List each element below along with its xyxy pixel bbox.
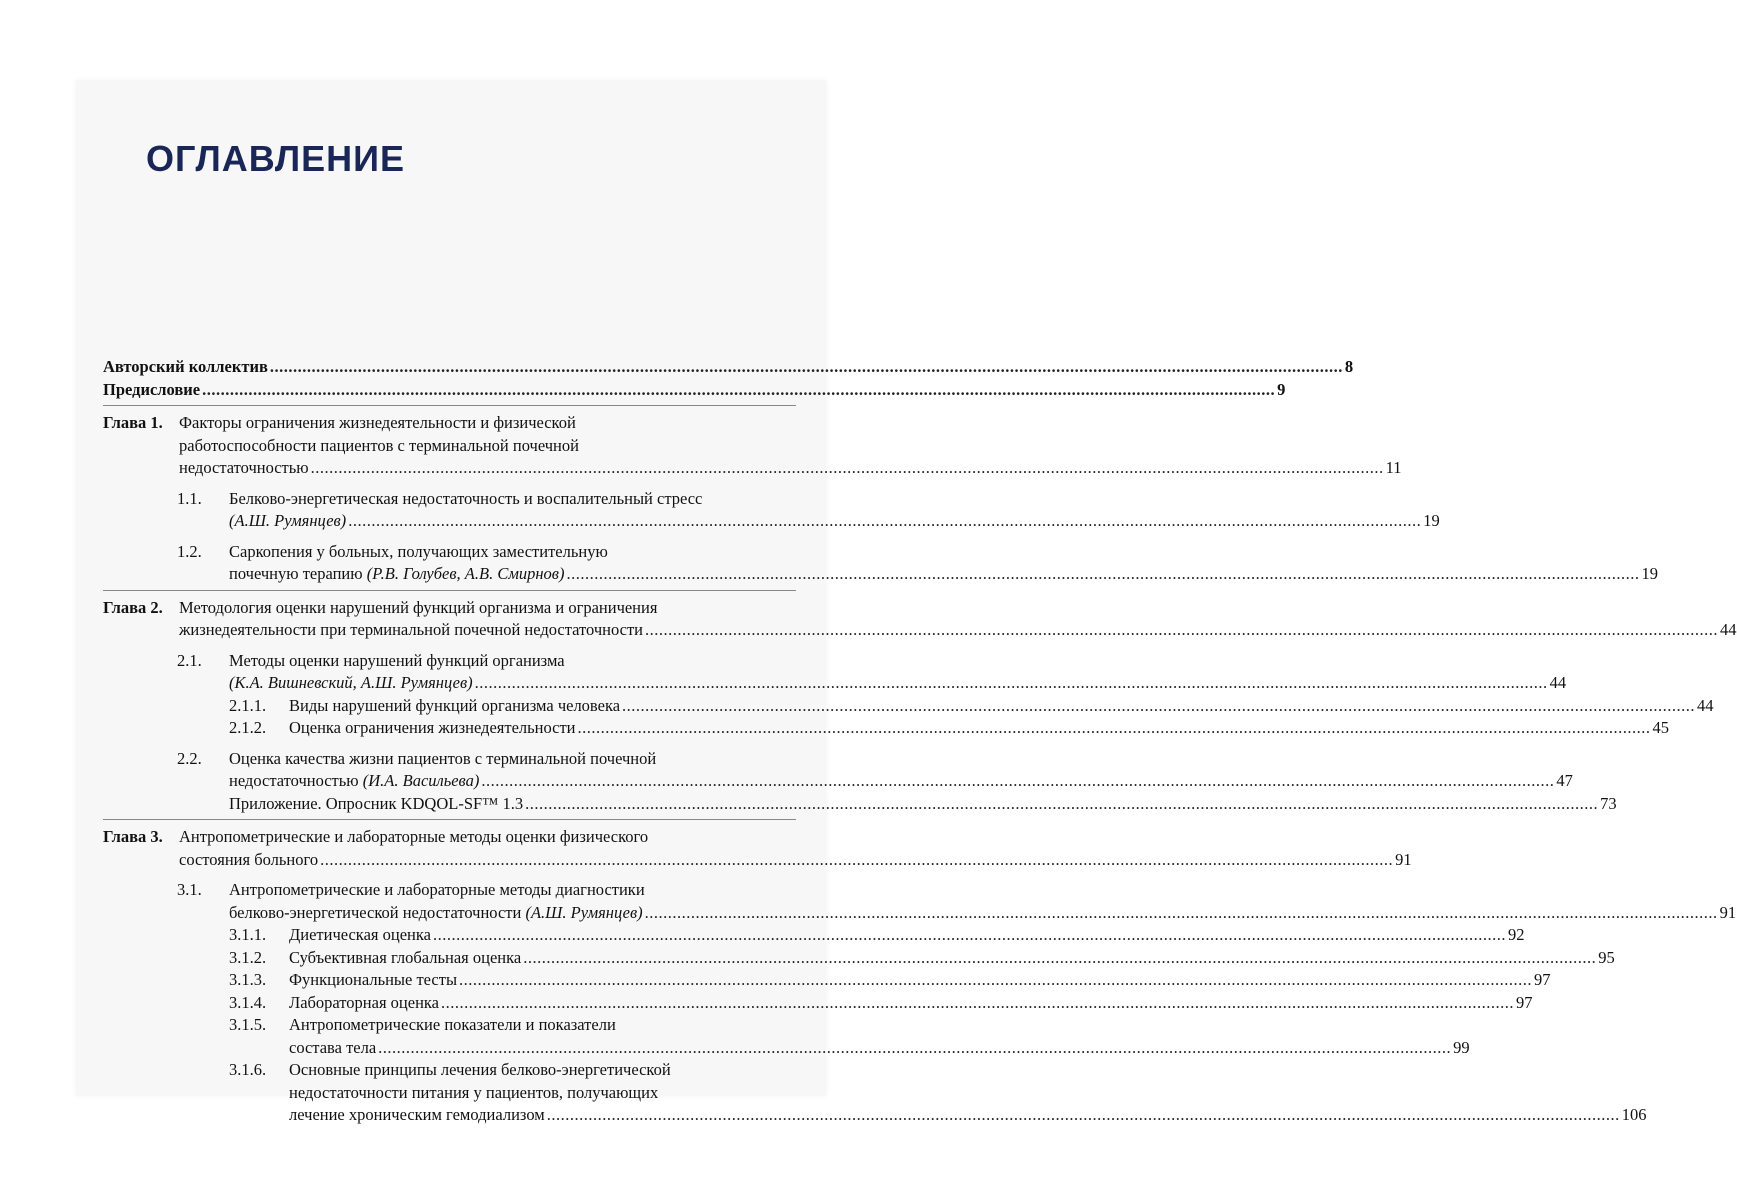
toc-appendix[interactable]: Приложение. Опросник KDQOL-SF™ 1.3 ..... 73 — [103, 793, 796, 816]
divider — [103, 819, 796, 820]
toc-section-3-1-4[interactable]: 3.1.4. Лабораторная оценка ..... 97 — [103, 992, 796, 1015]
toc-chapter-2[interactable]: Глава 2. Методология оценки нарушений функций организма и ограничения жизнедеятельности при терминальной почечной недостаточности ..... 44 — [103, 597, 796, 642]
divider — [103, 405, 796, 406]
toc-section-2-1-1[interactable]: 2.1.1. Виды нарушений функций организма человека ..... 44 — [103, 695, 796, 718]
toc-section-1-2[interactable]: 1.2. Саркопения у больных, получающих заместительную почечную терапию (Р.В. Голубев, А.В. Смирнов) ..... 19 — [103, 541, 796, 586]
toc-section-3-1-2[interactable]: 3.1.2. Субъективная глобальная оценка ..... 95 — [103, 947, 796, 970]
toc-section-1-1[interactable]: 1.1. Белково-энергетическая недостаточность и воспалительный стресс (А.Ш. Румянцев) ..... 19 — [103, 488, 796, 533]
toc-section-2-1-2[interactable]: 2.1.2. Оценка ограничения жизнедеятельности ..... 45 — [103, 717, 796, 740]
toc-section-2-2[interactable]: 2.2. Оценка качества жизни пациентов с терминальной почечной недостаточностью (И.А. Васильева) ..... 47 — [103, 748, 796, 793]
divider — [103, 590, 796, 591]
toc-chapter-1[interactable]: Глава 1. Факторы ограничения жизнедеятельности и физической работоспособности пациентов с терминальной почечной недостаточностью ..... 11 — [103, 412, 796, 480]
toc-section-3-1-5[interactable]: 3.1.5. Антропометрические показатели и показатели состава тела ..... 99 — [103, 1014, 796, 1059]
page-title: ОГЛАВЛЕНИЕ — [146, 138, 406, 179]
toc-chapter-3[interactable]: Глава 3. Антропометрические и лабораторные методы оценки физического состояния больного ..... 91 — [103, 826, 796, 871]
table-of-contents — [103, 356, 1737, 1127]
toc-entry-authors[interactable]: Авторский коллектив ..... 8 — [103, 356, 796, 379]
toc-section-2-1[interactable]: 2.1. Методы оценки нарушений функций организма (К.А. Вишневский, А.Ш. Румянцев) ..... 44 — [103, 650, 796, 695]
toc-section-3-1-6[interactable]: 3.1.6. Основные принципы лечения белково-энергетической недостаточности питания у пациентов, получающих лечение хроническим гемодиализом ..... 106 — [103, 1059, 796, 1127]
toc-entry-preface[interactable]: Предисловие ..... 9 — [103, 379, 796, 402]
toc-section-3-1-1[interactable]: 3.1.1. Диетическая оценка ..... 92 — [103, 924, 796, 947]
toc-section-3-1[interactable]: 3.1. Антропометрические и лабораторные методы диагностики белково-энергетической недостаточности (А.Ш. Румянцев) ..... 91 — [103, 879, 796, 924]
toc-section-3-1-3[interactable]: 3.1.3. Функциональные тесты ..... 97 — [103, 969, 796, 992]
